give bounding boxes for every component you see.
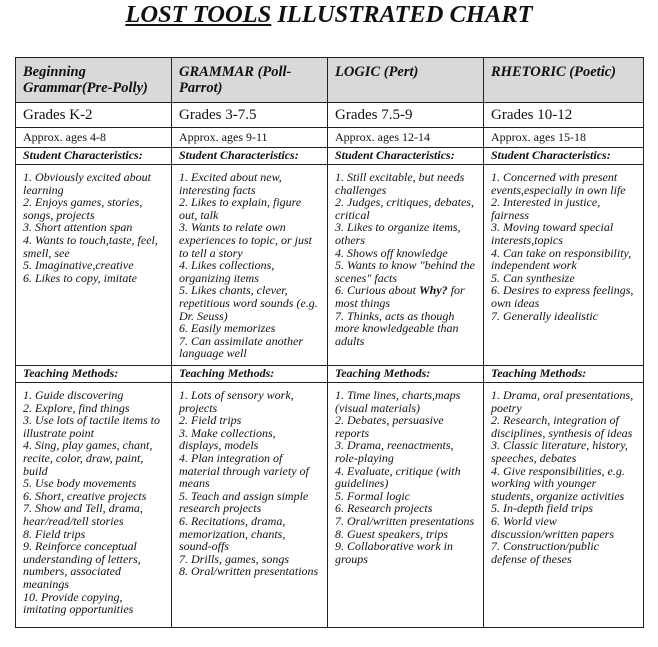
list-item: 2. Likes to explain, figure out, talk <box>179 195 302 222</box>
list-item: 6. World view discussion/written papers <box>491 513 615 541</box>
list-item: 1. Obviously excited about learning <box>23 170 151 197</box>
characteristics-list <box>491 171 636 322</box>
list-item: 4. Plan integration of material through variety of means <box>179 450 309 491</box>
list-item: 5. Formal logic <box>335 488 410 503</box>
methods-list <box>335 389 476 565</box>
list-item: 6. Short, creative projects <box>23 488 147 503</box>
list-item: 4. Give responsibilities, e.g. working with younger students, organize activities <box>491 463 625 503</box>
stage-header-row <box>16 58 644 103</box>
list-item: 3. Short attention span <box>23 220 133 235</box>
grades-cell: Grades 10-12 <box>484 103 644 128</box>
list-item: 6. Research projects <box>335 501 433 516</box>
stage-header: Beginning Grammar(Pre-Polly) <box>16 58 172 103</box>
characteristics-heading: Student Characteristics: <box>484 148 644 165</box>
list-item: 10. Provide copying, imitating opportunities <box>23 589 134 617</box>
list-item: 5. Likes chants, clever, repetitious word sounds (e.g. Dr. Seuss) <box>179 283 318 323</box>
characteristics-heading: Student Characteristics: <box>16 148 172 165</box>
characteristics-heading-row <box>16 148 644 165</box>
methods-cell <box>16 383 172 628</box>
list-item: 7. Drills, games, songs <box>179 551 290 566</box>
list-item: 5. Imaginative,creative <box>23 258 134 273</box>
list-item: 3. Moving toward special interests,topics <box>491 220 614 247</box>
list-item: 3. Classic literature, history, speeches, debates <box>491 438 628 465</box>
list-item: 1. Time lines, charts,maps (visual materials) <box>335 388 461 415</box>
ages-row <box>16 128 644 148</box>
list-item: 7. Thinks, acts as though more knowledgeable than adults <box>335 308 459 348</box>
methods-cell <box>328 383 484 628</box>
list-item: 7. Show and Tell, drama, hear/read/tell stories <box>23 501 143 528</box>
stage-header: GRAMMAR (Poll-Parrot) <box>172 58 328 103</box>
list-item: 3. Use lots of tactile items to illustrate point <box>23 413 160 440</box>
list-item: 4. Shows off knowledge <box>335 245 448 260</box>
list-item: 5. In-depth field trips <box>491 501 593 516</box>
grades-cell: Grades 3-7.5 <box>172 103 328 128</box>
list-item: 2. Interested in justice, fairness <box>491 195 601 222</box>
list-item: 4. Wants to touch,taste, feel, smell, see <box>23 232 158 260</box>
list-item: 9. Collaborative work in groups <box>335 539 453 566</box>
methods-row <box>16 383 644 628</box>
list-item: 7. Oral/written presentations <box>335 513 475 528</box>
ages-cell: Approx. ages 15-18 <box>484 128 644 148</box>
list-item: 1. Drama, oral presentations, poetry <box>491 388 634 415</box>
title-underlined: LOST TOOLS <box>125 1 272 28</box>
list-item: 1. Still excitable, but needs challenges <box>335 170 465 197</box>
list-item: 4. Sing, play games, chant, recite, color, draw, paint, build <box>23 438 153 478</box>
list-item: 2. Debates, persuasive reports <box>335 413 444 440</box>
list-item: 2. Enjoys games, stories, songs, projects <box>23 195 143 222</box>
list-item: 1. Excited about new, interesting facts <box>179 170 282 197</box>
methods-list <box>23 389 164 616</box>
list-item: 5. Teach and assign simple research projects <box>179 488 309 516</box>
ages-cell: Approx. ages 4-8 <box>16 128 172 148</box>
list-item: 8. Oral/written presentations <box>179 564 319 579</box>
list-item: 2. Research, integration of disciplines, synthesis of ideas <box>491 413 633 440</box>
characteristics-list <box>179 171 320 360</box>
list-item: 6. Likes to copy, imitate <box>23 270 137 285</box>
grades-cell: Grades K-2 <box>16 103 172 128</box>
list-item: 4. Can take on responsibility, independent work <box>491 245 632 273</box>
chart-title <box>0 0 658 30</box>
list-item: 8. Field trips <box>23 526 86 541</box>
methods-heading: Teaching Methods: <box>172 366 328 383</box>
list-item: 1. Concerned with present events,especially in own life <box>491 170 626 197</box>
list-item: 6. Curious about Why? for most things <box>335 283 465 310</box>
ages-cell: Approx. ages 9-11 <box>172 128 328 148</box>
list-item: 1. Lots of sensory work, projects <box>179 388 294 415</box>
methods-cell <box>172 383 328 628</box>
characteristics-cell <box>16 165 172 366</box>
list-item: 5. Use body movements <box>23 476 137 491</box>
list-item: 4. Likes collections, organizing items <box>179 258 275 285</box>
characteristics-heading: Student Characteristics: <box>172 148 328 165</box>
characteristics-row <box>16 165 644 366</box>
methods-heading: Teaching Methods: <box>484 366 644 383</box>
ages-cell: Approx. ages 12-14 <box>328 128 484 148</box>
list-item: 6. Desires to express feelings, own ideas <box>491 283 634 310</box>
list-item: 3. Wants to relate own experiences to topic, or just to tell a story <box>179 220 312 260</box>
list-item: 9. Reinforce conceptual understanding of letters, numbers, associated meanings <box>23 539 141 591</box>
characteristics-cell <box>172 165 328 366</box>
list-item: 3. Likes to organize items, others <box>335 220 461 247</box>
list-item: 4. Evaluate, critique (with guidelines) <box>335 463 461 491</box>
list-item: 5. Wants to know "behind the scenes" facts <box>335 258 475 285</box>
stage-header: RHETORIC (Poetic) <box>484 58 644 103</box>
methods-list <box>491 389 636 565</box>
characteristics-heading: Student Characteristics: <box>328 148 484 165</box>
grades-cell: Grades 7.5-9 <box>328 103 484 128</box>
lost-tools-chart-table <box>15 57 644 628</box>
stage-header: LOGIC (Pert) <box>328 58 484 103</box>
list-item: 2. Judges, critiques, debates, critical <box>335 195 474 222</box>
list-item: 3. Drama, reenactments, role-playing <box>335 438 454 465</box>
grades-row <box>16 103 644 128</box>
list-item: 5. Can synthesize <box>491 270 575 285</box>
characteristics-list <box>335 171 476 347</box>
list-item: 7. Construction/public defense of theses <box>491 539 599 566</box>
characteristics-list <box>23 171 164 284</box>
methods-cell <box>484 383 644 628</box>
list-item: 3. Make collections, displays, models <box>179 425 276 453</box>
list-item: 7. Can assimilate another language well <box>179 333 304 361</box>
list-item: 7. Generally idealistic <box>491 308 598 323</box>
list-item: 2. Explore, find things <box>23 400 130 415</box>
list-item: 8. Guest speakers, trips <box>335 526 448 541</box>
methods-list <box>179 389 320 578</box>
methods-heading: Teaching Methods: <box>328 366 484 383</box>
title-rest: ILLUSTRATED CHART <box>271 1 533 28</box>
list-item: 1. Guide discovering <box>23 388 124 402</box>
list-item: 6. Recitations, drama, memorization, chants, sound-offs <box>179 513 286 554</box>
characteristics-cell <box>328 165 484 366</box>
methods-heading: Teaching Methods: <box>16 366 172 383</box>
characteristics-cell <box>484 165 644 366</box>
list-item: 2. Field trips <box>179 413 242 428</box>
list-item: 6. Easily memorizes <box>179 321 276 336</box>
methods-heading-row <box>16 366 644 383</box>
